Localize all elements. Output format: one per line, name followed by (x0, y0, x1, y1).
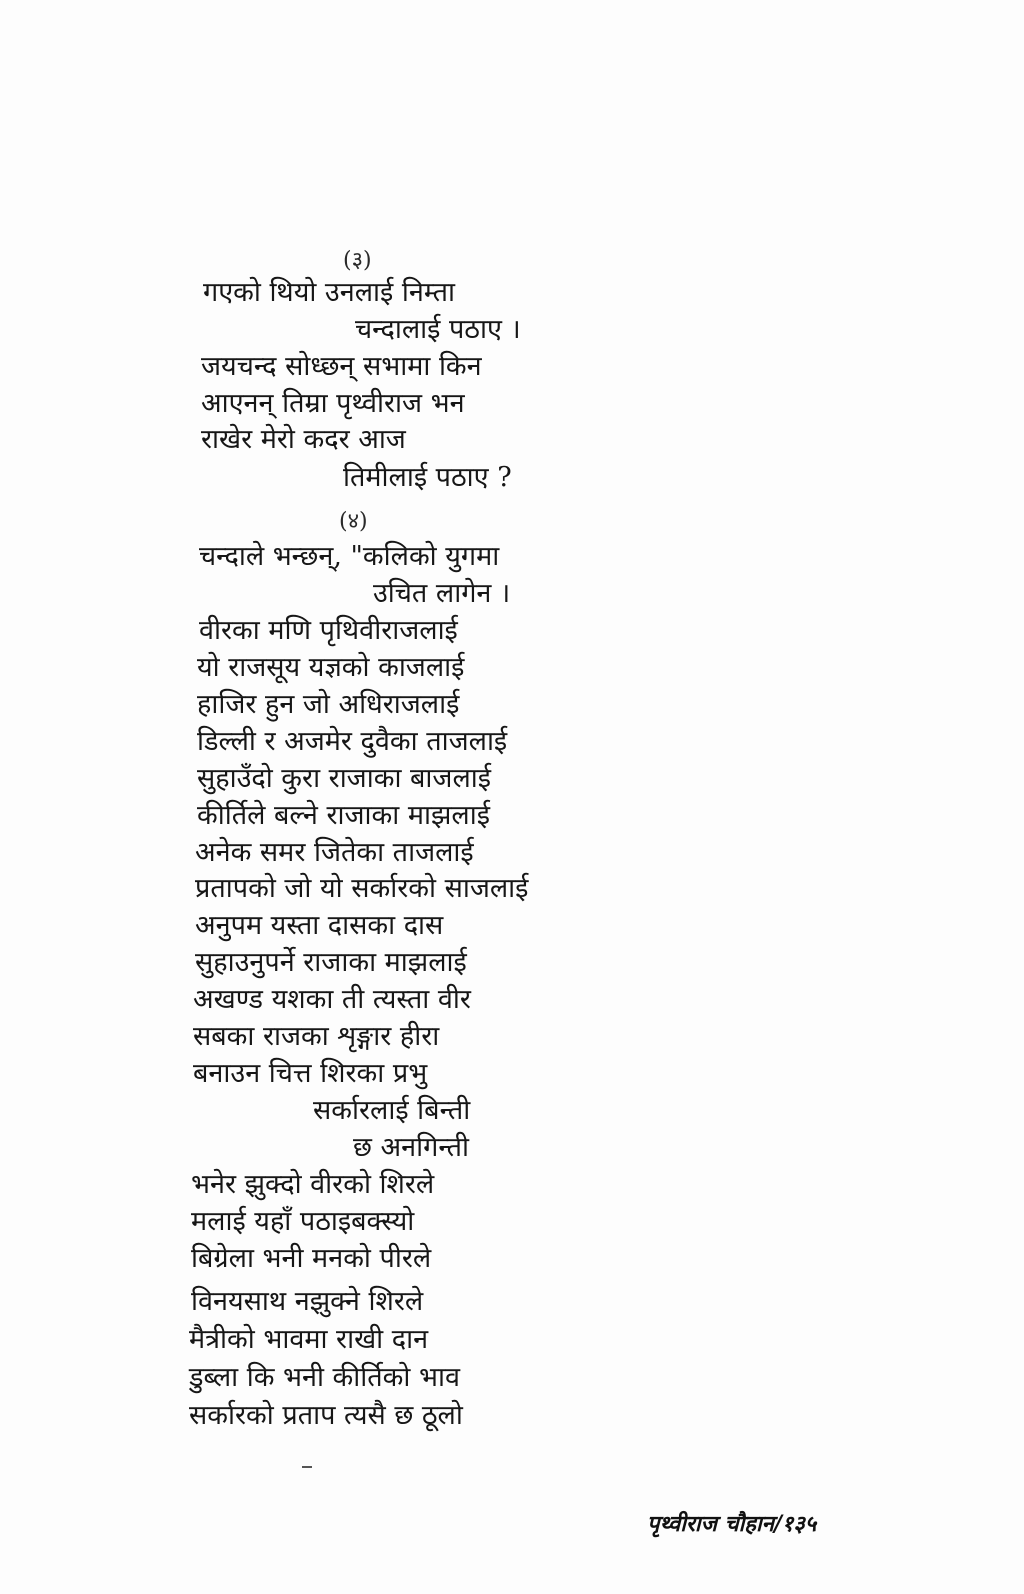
verse-line: सर्कारलाई बिन्ती (313, 1095, 471, 1126)
verse-line: आएनन् तिम्रा पृथ्वीराज भन (201, 388, 465, 419)
verse-line: प्रतापको जो यो सर्कारको साजलाई (195, 873, 529, 904)
verse-line: तिमीलाई पठाए ? (343, 462, 512, 493)
verse-line: जयचन्द सोध्छन् सभामा किन (201, 351, 482, 382)
stanza-number: (४) (339, 509, 368, 534)
verse-line: सुहाउँदो कुरा राजाका बाजलाई (197, 763, 492, 794)
verse-line: मलाई यहाँ पठाइबक्स्यो (191, 1206, 415, 1237)
verse-line: भनेर झुक्दो वीरको शिरले (191, 1169, 435, 1200)
verse-line: कीर्तिले बल्ने राजाका माझलाई (197, 800, 490, 831)
verse-line: अनेक समर जितेका ताजलाई (195, 837, 474, 868)
verse-line: हाजिर हुन जो अधिराजलाई (197, 689, 460, 720)
verse-line: सुहाउनुपर्ने राजाका माझलाई (195, 947, 467, 978)
verse-line: यो राजसूय यज्ञको काजलाई (197, 652, 465, 683)
verse-line: सबका राजका शृङ्गार हीरा (193, 1021, 440, 1052)
verse-line: राखेर मेरो कदर आज (201, 424, 406, 455)
verse-line: गएको थियो उनलाई निम्ता (203, 277, 455, 308)
verse-line: चन्दालाई पठाए । (355, 314, 521, 345)
verse-line: डुब्ला कि भनी कीर्तिको भाव (189, 1362, 460, 1393)
stanza-number: (३) (343, 248, 372, 273)
verse-line: वीरका मणि पृथिवीराजलाई (199, 615, 458, 646)
verse-line: अनुपम यस्ता दासका दास (195, 910, 444, 941)
verse-line: मैत्रीको भावमा राखी दान (189, 1324, 429, 1355)
verse-line: चन्दाले भन्छन्, "कलिको युगमा (199, 541, 500, 572)
scan-speck (302, 1466, 312, 1468)
verse-line: विनयसाथ नझुक्ने शिरले (191, 1286, 424, 1317)
verse-line: अखण्ड यशका ती त्यस्ता वीर (193, 984, 471, 1015)
running-footer: पृथ्वीराज चौहान/१३५ (647, 1511, 817, 1537)
verse-line: छ अनगिन्ती (353, 1132, 470, 1163)
verse-line: सर्कारको प्रताप त्यसै छ ठूलो (189, 1400, 463, 1431)
verse-line: डिल्ली र अजमेर दुवैका ताजलाई (197, 726, 508, 757)
verse-line: बनाउन चित्त शिरका प्रभु (193, 1058, 428, 1089)
verse-line: उचित लागेन । (373, 578, 511, 609)
verse-line: बिग्रेला भनी मनको पीरले (191, 1243, 432, 1274)
